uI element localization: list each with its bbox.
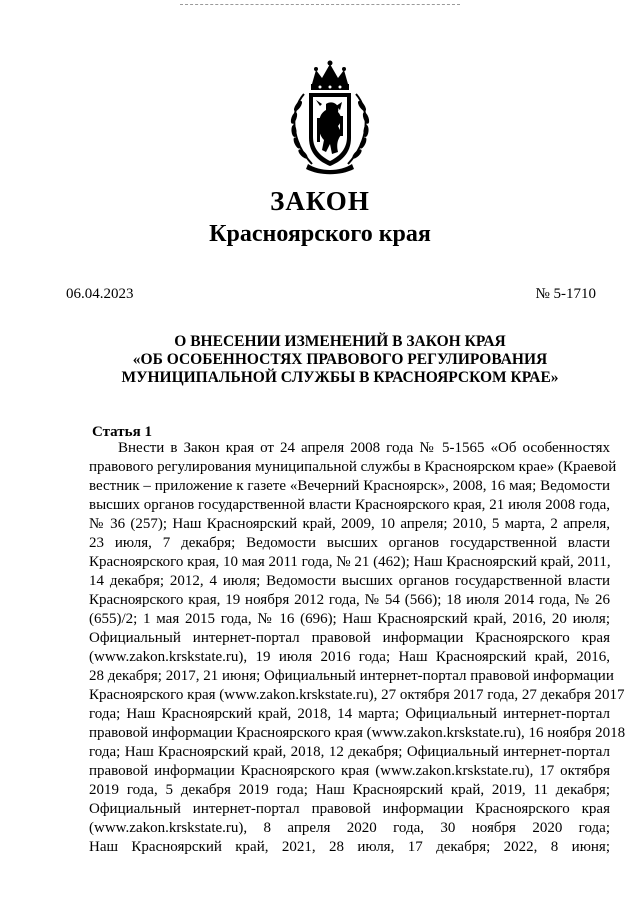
body-line: правового регулирования муниципальной службы в Красноярском крае» (Краевой bbox=[89, 459, 617, 475]
body-line: Красноярского края (www.zakon.krskstate.ru), 27 октября 2017 года, 27 декабря 2017 bbox=[89, 687, 625, 703]
body-line: года; Наш Красноярский край, 2018, 12 декабря; Официальный интернет-портал bbox=[89, 744, 610, 760]
body-line: 2019 года, 5 декабря 2019 года; Наш Красноярский край, 2019, 11 декабря; bbox=[89, 782, 610, 798]
body-line: Официальный интернет-портал правовой информации Красноярского края bbox=[89, 801, 610, 817]
law-title-line: О ВНЕСЕНИИ ИЗМЕНЕНИЙ В ЗАКОН КРАЯ bbox=[174, 333, 506, 350]
document-subtitle: Красноярского края bbox=[209, 221, 431, 247]
body-line: (www.zakon.krskstate.ru), 8 апреля 2020 года, 30 ноября 2020 года; bbox=[89, 820, 610, 836]
body-line: 14 декабря; 2012, 4 июля; Ведомости высших органов государственной власти bbox=[89, 573, 610, 589]
body-line: Красноярского края, 10 мая 2011 года, № 21 (462); Наш Красноярский край, 2011, bbox=[89, 554, 611, 570]
body-line: вестник – приложение к газете «Вечерний Красноярск», 2008, 16 мая; Ведомости bbox=[89, 478, 610, 494]
body-line: Официальный интернет-портал правовой информации Красноярского края bbox=[89, 630, 610, 646]
document-date: 06.04.2023 bbox=[66, 286, 134, 302]
krasnoyarsk-coat-of-arms-icon bbox=[282, 60, 378, 176]
law-title-line: «ОБ ОСОБЕННОСТЯХ ПРАВОВОГО РЕГУЛИРОВАНИЯ bbox=[132, 351, 548, 368]
body-line: № 36 (257); Наш Красноярский край, 2009, 10 апреля; 2010, 5 марта, 2 апреля, bbox=[89, 516, 610, 532]
body-line: года; Наш Красноярский край, 2018, 14 марта; Официальный интернет-портал bbox=[89, 706, 610, 722]
article-heading: Статья 1 bbox=[92, 424, 152, 440]
body-line: (655)/2; 1 мая 2015 года, № 16 (696); Наш Красноярский край, 2016, 20 июля; bbox=[89, 611, 610, 627]
body-line: 28 декабря; 2017, 21 июня; Официальный интернет-портал правовой информации bbox=[89, 668, 614, 684]
body-line: Внести в Закон края от 24 апреля 2008 года № 5-1565 «Об особенностях bbox=[118, 440, 610, 456]
body-line: Наш Красноярский край, 2021, 28 июля, 17 декабря; 2022, 8 июня; bbox=[89, 839, 610, 855]
body-line: высших органов государственной власти Красноярского края, 21 июля 2008 года, bbox=[89, 497, 610, 513]
body-line: правовой информации Красноярского края (www.zakon.krskstate.ru), 16 ноября 2018 bbox=[89, 725, 626, 741]
body-line: Красноярского края, 19 ноября 2012 года, № 54 (566); 18 июля 2014 года, № 26 bbox=[89, 592, 610, 608]
body-line: правовой информации Красноярского края (www.zakon.krskstate.ru), 17 октября bbox=[89, 763, 610, 779]
body-line: (www.zakon.krskstate.ru), 19 июля 2016 года; Наш Красноярский край, 2016, bbox=[89, 649, 610, 665]
document-title: ЗАКОН bbox=[270, 186, 370, 216]
document-number: № 5-1710 bbox=[535, 286, 596, 302]
law-title-line: МУНИЦИПАЛЬНОЙ СЛУЖБЫ В КРАСНОЯРСКОМ КРАЕ» bbox=[121, 369, 559, 386]
body-line: 23 июля, 7 декабря; Ведомости высших органов государственной власти bbox=[89, 535, 610, 551]
article-body bbox=[89, 439, 626, 857]
scan-top-edge bbox=[180, 4, 460, 5]
law-title bbox=[60, 333, 620, 387]
